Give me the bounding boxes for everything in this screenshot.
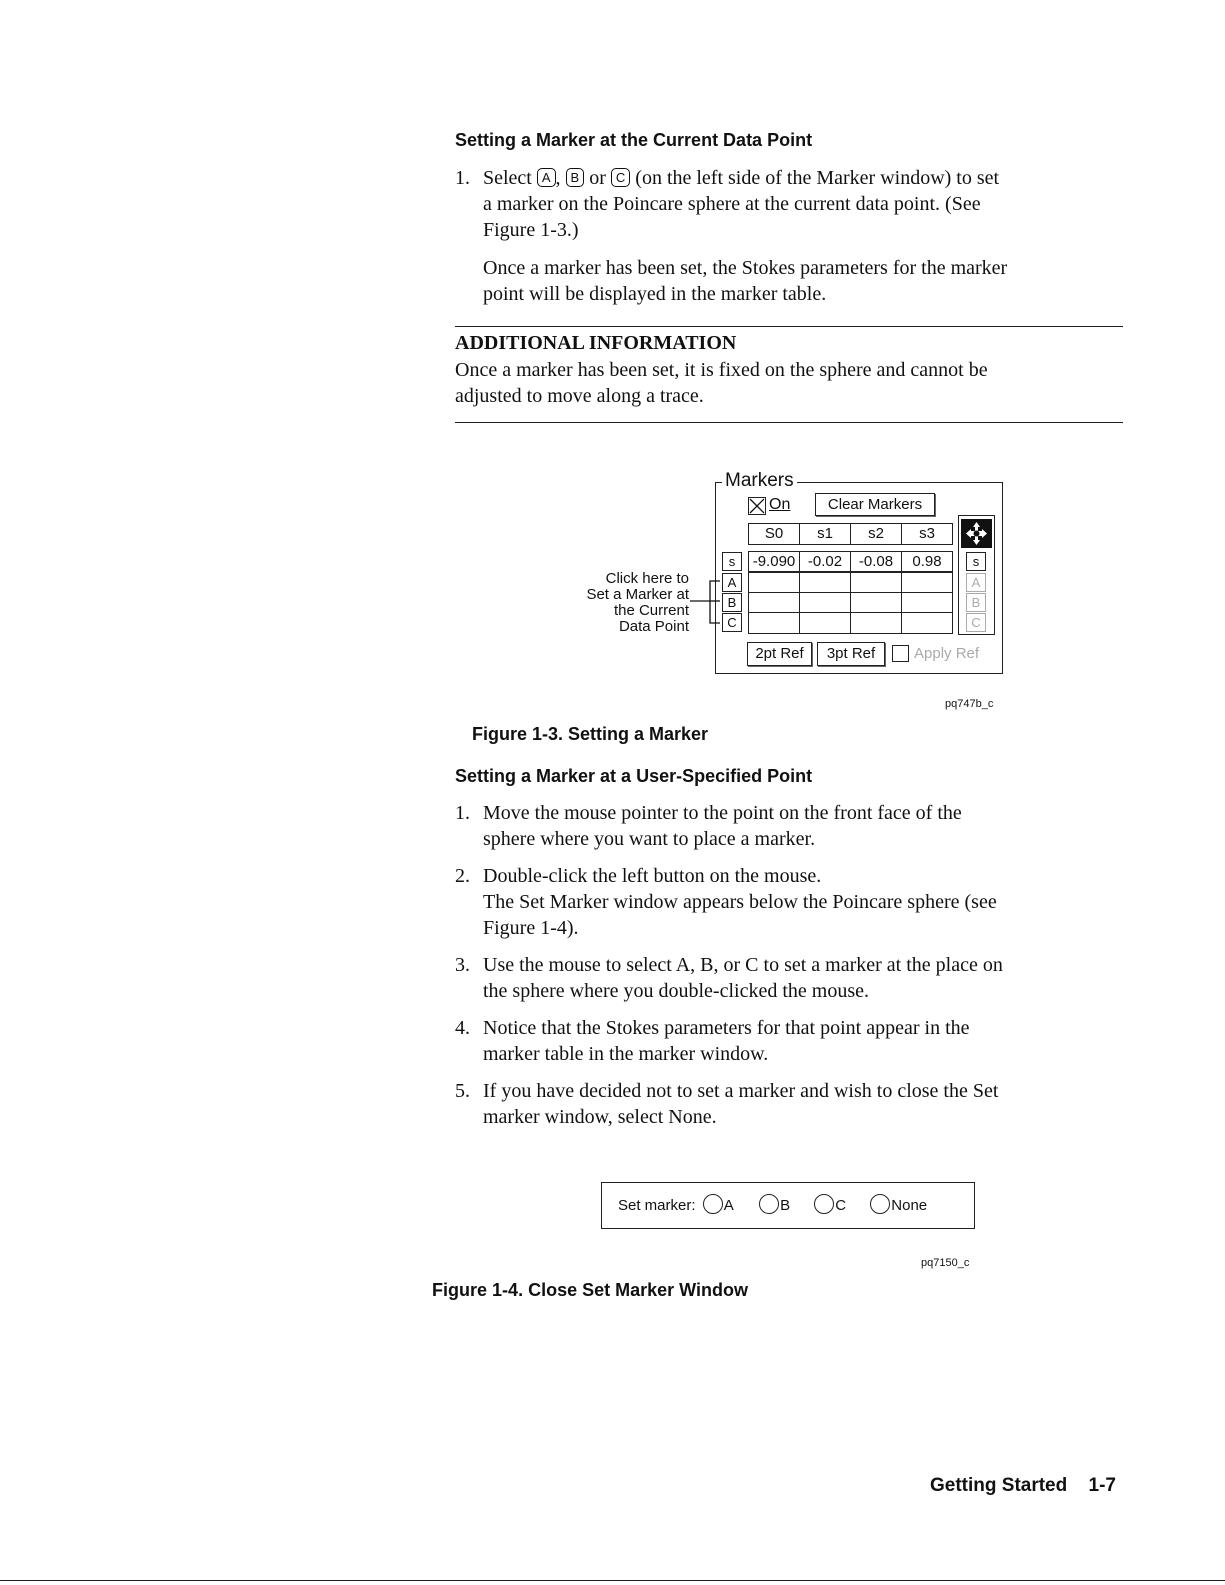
col-header-s2: s2: [850, 523, 902, 545]
step-text: (on the left side of the Marker window) to set: [635, 167, 1000, 189]
step-text: Select: [483, 167, 532, 189]
cell-s-s0: -9.090: [748, 551, 800, 572]
cell-s-s1: -0.02: [799, 551, 851, 572]
radio-label: C: [835, 1197, 847, 1214]
bottom-rule: [0, 1580, 1225, 1581]
right-button-b: B: [966, 593, 986, 612]
step-line: Use the mouse to select A, B, or C to set a marker at the place on: [483, 954, 1003, 976]
radio-option-b[interactable]: [759, 1197, 790, 1214]
callout-text: [540, 571, 689, 635]
step-number: 4.: [455, 1017, 470, 1039]
step-2-user: [455, 863, 1115, 941]
set-marker-label: Set marker:: [618, 1197, 696, 1214]
step-line: sphere where you want to place a marker.: [483, 828, 816, 850]
step-line: the sphere where you double-clicked the mouse.: [483, 980, 869, 1002]
step-line: If you have decided not to set a marker and wish to close the Set: [483, 1080, 999, 1102]
step-number: 1.: [455, 802, 470, 824]
left-button-a[interactable]: A: [722, 573, 742, 592]
step-line: Notice that the Stokes parameters for that point appear in the: [483, 1017, 970, 1039]
footer-page-number: 1-7: [1088, 1475, 1116, 1496]
para-stokes-displayed: [455, 255, 1115, 307]
3pt-ref-button[interactable]: 3pt Ref: [817, 642, 885, 666]
separator: or: [589, 167, 606, 189]
key-a: A: [537, 168, 556, 187]
info-line: Once a marker has been set, it is fixed on the sphere and cannot be: [455, 359, 988, 381]
col-header-s3: s3: [901, 523, 953, 545]
radio-circle-icon: [814, 1194, 834, 1214]
callout-line: Data Point: [618, 618, 689, 635]
markers-group-label: Markers: [722, 470, 797, 492]
callout-bracket: [690, 570, 722, 636]
marker-table-empty-rows: [748, 572, 953, 634]
right-button-a: A: [966, 573, 986, 592]
col-header-s1: s1: [799, 523, 851, 545]
figure-1-3-caption: Figure 1-3. Setting a Marker: [471, 724, 709, 744]
step-4-user: [455, 1015, 1115, 1067]
right-panel: [958, 515, 995, 635]
step-text: Figure 1-3.): [483, 219, 579, 241]
radio-circle-icon: [759, 1194, 779, 1214]
step-line: The Set Marker window appears below the Poincare sphere (see: [483, 891, 997, 913]
section-heading-current-data-point: Setting a Marker at the Current Data Point: [455, 130, 813, 150]
footer-section: Getting Started: [930, 1475, 1068, 1496]
key-c: C: [611, 168, 630, 187]
step-5-user: [455, 1078, 1115, 1130]
apply-ref-label: Apply Ref: [914, 645, 980, 662]
markers-groupbox: [715, 482, 1003, 674]
step-line: Double-click the left button on the mouse.: [483, 865, 822, 887]
cell-s-s2: -0.08: [850, 551, 902, 572]
callout-line: Set a Marker at: [586, 586, 689, 603]
key-b: B: [566, 168, 585, 187]
divider-top: [455, 326, 1123, 327]
on-label: On: [769, 496, 791, 513]
info-line: adjusted to move along a trace.: [455, 385, 704, 407]
section-heading-user-point: Setting a Marker at a User-Specified Point: [455, 766, 813, 786]
right-button-s[interactable]: s: [966, 552, 986, 571]
step-number: 1.: [455, 167, 470, 189]
step-3-user: [455, 952, 1115, 1004]
col-header-s0: S0: [748, 523, 800, 545]
left-button-c[interactable]: C: [722, 613, 742, 632]
step-number: 2.: [455, 865, 470, 887]
para-line: point will be displayed in the marker table.: [483, 283, 827, 305]
radio-label: B: [780, 1197, 791, 1214]
figure-1-4-caption: Figure 1-4. Close Set Marker Window: [432, 1280, 748, 1300]
left-button-s[interactable]: s: [722, 552, 742, 571]
step-number: 3.: [455, 954, 470, 976]
cell-s-s3: 0.98: [901, 551, 953, 572]
clear-markers-button[interactable]: Clear Markers: [815, 493, 935, 516]
step-1-user: [455, 800, 1115, 852]
additional-info-body: [455, 357, 988, 409]
step-line: Figure 1-4).: [483, 917, 579, 939]
divider-bottom: [455, 422, 1123, 423]
apply-ref-checkbox[interactable]: [892, 645, 909, 662]
right-button-c: C: [966, 613, 986, 632]
arrows-icon: [961, 519, 992, 548]
2pt-ref-button[interactable]: 2pt Ref: [747, 642, 812, 666]
step-number: 5.: [455, 1080, 470, 1102]
step-line: marker table in the marker window.: [483, 1043, 769, 1065]
on-checkbox[interactable]: [748, 497, 766, 515]
figure-id: pq7150_c: [921, 1257, 970, 1269]
radio-circle-icon: [703, 1194, 723, 1214]
step-line: marker window, select None.: [483, 1106, 717, 1128]
step-1-current: [455, 165, 1115, 243]
radio-label: None: [891, 1197, 928, 1214]
callout-line: the Current: [613, 602, 689, 619]
callout-line: Click here to: [605, 570, 689, 587]
check-x-icon: [749, 498, 765, 514]
left-button-b[interactable]: B: [722, 593, 742, 612]
radio-circle-icon: [870, 1194, 890, 1214]
radio-option-a[interactable]: [703, 1197, 733, 1214]
separator: ,: [555, 167, 561, 189]
step-text: a marker on the Poincare sphere at the current data point. (See: [483, 193, 981, 215]
page-footer: [930, 1475, 1116, 1497]
para-line: Once a marker has been set, the Stokes parameters for the marker: [483, 257, 1008, 279]
sphere-rotate-icon[interactable]: [961, 519, 992, 548]
step-line: Move the mouse pointer to the point on the front face of the: [483, 802, 962, 824]
set-marker-window: [601, 1182, 975, 1229]
radio-option-none[interactable]: [870, 1197, 927, 1214]
radio-label: A: [723, 1197, 733, 1214]
radio-option-c[interactable]: [814, 1197, 846, 1214]
figure-id: pq747b_c: [945, 698, 994, 710]
additional-info-title: ADDITIONAL INFORMATION: [455, 332, 737, 354]
